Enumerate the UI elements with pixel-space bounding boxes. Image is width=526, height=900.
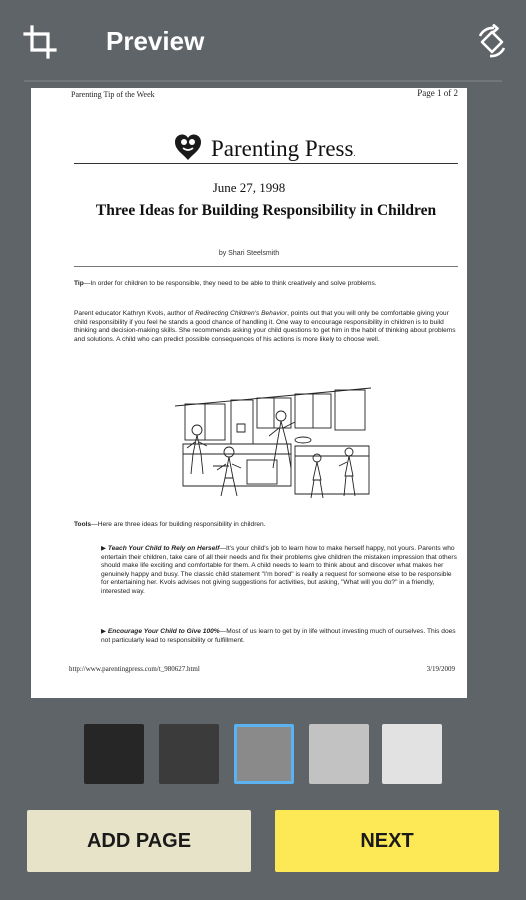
byline-rule — [74, 266, 458, 267]
bullet-give-100: ▶ Encourage Your Child to Give 100%—Most of us learn to get by in life without investing much of ourselves. This does not particularly lead to responsibility or fulfillment. — [101, 628, 456, 644]
article-date: June 27, 1998 — [212, 180, 286, 195]
page-title: Preview — [106, 26, 205, 56]
add-page-button[interactable]: ADD PAGE — [27, 810, 251, 872]
filter-swatch-dark-gray[interactable] — [159, 724, 219, 784]
doc-header-left: Parenting Tip of the Week — [71, 90, 155, 99]
body-paragraph: Parent educator Kathryn Kvols, author of Redirecting Children's Behavior, points out that you will only be comfortable giving your child responsibility if you feel he stands a good chance of handling it. One way to encourage responsibility in children is to build thinking and decision-making skills. She recommends asking your child questions to get him in the habit of thinking about problems and solutions. A child who can predict possible consequences of his actions is more likely to choose well. — [74, 310, 456, 343]
header-rule — [74, 163, 458, 164]
filter-swatch-black[interactable] — [84, 724, 144, 784]
rotate-icon[interactable] — [474, 24, 510, 60]
document-preview[interactable] — [31, 88, 467, 698]
brand-logo-icon — [171, 132, 205, 162]
top-bar — [0, 0, 526, 80]
filter-swatch-gray-selected[interactable] — [234, 724, 294, 784]
doc-footer-date: 3/19/2009 — [426, 665, 455, 673]
brand-name: Parenting Press. — [211, 136, 356, 161]
doc-header-right: Page 1 of 2 — [417, 88, 458, 98]
crop-icon[interactable] — [22, 24, 58, 60]
article-headline: Three Ideas for Building Responsibility in Children — [95, 202, 437, 219]
article-byline: by Shari Steelsmith — [218, 250, 280, 257]
header-divider — [24, 80, 502, 82]
bullet-rely-on-herself: ▶ Teach Your Child to Rely on Herself—It's your child's job to learn how to make herself happy, not yours. Parents who entertain their children, take care of all their needs and fix their problems give children the mistaken impression that others should make life exciting and comfortable for them. A child needs to learn to think about and discover what makes her genuinely happy and busy. The classic child statement "I'm bored" is really a request for someone else to be responsible for entertaining her. Kvols advises not giving suggestions for activities, but asking, "What will you do?" in a friendly, interested way. — [101, 545, 457, 595]
next-button[interactable]: NEXT — [275, 810, 499, 872]
family-kitchen-illustration — [173, 382, 373, 506]
doc-footer-url: http://www.parentingpress.com/t_980627.html — [69, 665, 200, 673]
filter-swatch-light-gray[interactable] — [309, 724, 369, 784]
filter-swatch-white[interactable] — [382, 724, 442, 784]
tools-paragraph: Tools—Here are three ideas for building responsibility in children. — [74, 521, 266, 528]
tip-paragraph: Tip—In order for children to be responsible, they need to be able to think creatively and solve problems. — [74, 280, 377, 287]
